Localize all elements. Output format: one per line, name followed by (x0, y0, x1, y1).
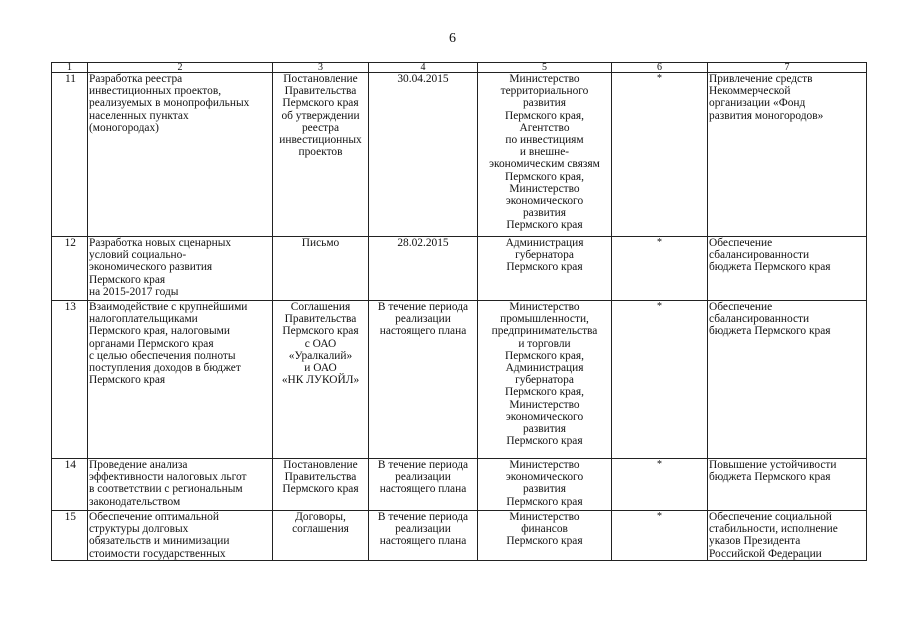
cell-line: настоящего плана (379, 535, 467, 548)
cell-line: экономического (505, 195, 584, 208)
deadline (369, 459, 478, 511)
responsible-executor (478, 237, 612, 301)
cell-line: Обеспечение оптимальной (89, 511, 219, 523)
cell-line: и ОАО (304, 362, 337, 375)
cell-line: Министерство (509, 398, 580, 411)
cell-line: Проведение анализа (89, 459, 188, 471)
measure-name (88, 73, 273, 237)
cell-line: экономического (505, 471, 584, 484)
column-number: 1 (52, 63, 88, 73)
column-number-row (52, 63, 867, 73)
deadline (369, 237, 478, 301)
deadline (369, 73, 478, 237)
cell-line: Министерство (509, 182, 580, 195)
cell-line: настоящего плана (379, 483, 467, 496)
cell-line: Пермского края (506, 219, 583, 232)
expected-result (708, 301, 867, 459)
cell-line: Пермского края, (504, 349, 585, 362)
cell-line: обязательств и минимизации (89, 535, 230, 548)
cell-line: указов Президента (709, 535, 801, 548)
document-type (273, 459, 369, 511)
cell-line: развития моногородов» (709, 109, 824, 122)
cell-line: Министерство (509, 459, 580, 471)
measure-name (88, 511, 273, 561)
cell-line: населенных пунктах (89, 109, 189, 122)
cell-line: Министерство (509, 301, 580, 313)
cell-line: Повышение устойчивости (709, 459, 837, 471)
cell-line: реализации (395, 471, 451, 484)
column-number: 5 (478, 63, 612, 73)
mark (612, 237, 708, 301)
cell-line: Пермского края, (504, 170, 585, 183)
cell-line: на 2015-2017 годы (89, 285, 179, 298)
cell-line: финансов (521, 523, 568, 536)
cell-line: Привлечение средств (709, 73, 813, 85)
cell-line: инвестиционных (279, 134, 362, 147)
cell-line: «Уралкалий» (288, 349, 353, 362)
table-row (52, 511, 867, 561)
cell-line: территориального (500, 85, 589, 98)
cell-line: развития (522, 483, 567, 496)
cell-line: развития (522, 207, 567, 220)
column-number: 7 (708, 63, 867, 73)
cell-line: эффективности налоговых льгот (89, 471, 247, 484)
column-number: 3 (273, 63, 369, 73)
cell-line: Пермского края (89, 374, 166, 387)
measure-name (88, 459, 273, 511)
cell-line: * (657, 301, 662, 312)
cell-line: стабильности, исполнение (709, 523, 838, 536)
cell-line: с ОАО (304, 337, 337, 350)
cell-line: * (657, 237, 662, 248)
column-number: 6 (612, 63, 708, 73)
cell-line: Правительства (284, 313, 357, 326)
table-row (52, 459, 867, 511)
cell-line: экономического (505, 410, 584, 423)
table-row (52, 73, 867, 237)
cell-line: Правительства (284, 471, 357, 484)
cell-line: бюджета Пермского края (709, 261, 831, 274)
cell-line: Разработка реестра (89, 73, 183, 85)
cell-line: Постановление (283, 459, 358, 471)
cell-line: (моногородах) (89, 121, 159, 134)
cell-line: В течение периода (377, 301, 469, 313)
mark (612, 73, 708, 237)
cell-line: В течение периода (377, 511, 469, 523)
cell-line: Пермского края (506, 435, 583, 448)
document-type (273, 511, 369, 561)
cell-line: бюджета Пермского края (709, 471, 831, 484)
cell-line: соглашения (292, 523, 349, 536)
column-number: 4 (369, 63, 478, 73)
deadline (369, 511, 478, 561)
cell-line: по инвестициям (505, 134, 584, 147)
action-plan-table (51, 62, 867, 561)
cell-line: 13 (64, 301, 76, 313)
cell-line: условий социально- (89, 249, 187, 262)
cell-line: развития (522, 97, 567, 110)
column-number: 2 (88, 63, 273, 73)
cell-line: органами Пермского края (89, 337, 214, 350)
cell-line: Министерство (509, 73, 580, 85)
cell-line: организации «Фонд (709, 97, 806, 110)
cell-line: Администрация (505, 362, 584, 375)
cell-line: Договоры, (295, 511, 346, 523)
cell-line: Пермского края, (504, 386, 585, 399)
cell-line: бюджета Пермского края (709, 325, 831, 338)
cell-line: губернатора (515, 249, 574, 262)
row-number (52, 73, 88, 237)
expected-result (708, 459, 867, 511)
cell-line: сбалансированности (709, 313, 810, 326)
table-row (52, 301, 867, 459)
cell-line: Постановление (283, 73, 358, 85)
cell-line: развития (522, 423, 567, 436)
cell-line: 30.04.2015 (397, 73, 449, 85)
cell-line: Обеспечение (709, 301, 773, 313)
cell-line: 14 (64, 459, 76, 471)
cell-line: реализации (395, 313, 451, 326)
cell-line: 15 (64, 511, 76, 523)
cell-line: В течение периода (377, 459, 469, 471)
responsible-executor (478, 301, 612, 459)
cell-line: Пермского края (506, 535, 583, 548)
cell-line: Агентство (519, 121, 570, 134)
cell-line: налогоплательщиками (89, 313, 198, 326)
cell-line: 12 (64, 237, 76, 249)
cell-line: Обеспечение социальной (709, 511, 832, 523)
document-type (273, 301, 369, 459)
cell-line: законодательством (89, 495, 181, 508)
cell-line: «НК ЛУКОЙЛ» (281, 374, 360, 387)
mark (612, 301, 708, 459)
responsible-executor (478, 511, 612, 561)
cell-line: поступления доходов в бюджет (89, 362, 241, 375)
cell-line: реализуемых в монопрофильных (89, 97, 250, 110)
measure-name (88, 301, 273, 459)
cell-line: * (657, 459, 662, 470)
cell-line: реестра (301, 121, 339, 134)
row-number (52, 237, 88, 301)
cell-line: экономического развития (89, 261, 213, 274)
cell-line: в соответствии с региональным (89, 483, 243, 496)
row-number (52, 301, 88, 459)
responsible-executor (478, 459, 612, 511)
document-type (273, 237, 369, 301)
mark (612, 459, 708, 511)
row-number (52, 511, 88, 561)
cell-line: Пермского края, налоговыми (89, 325, 230, 338)
cell-line: предпринимательства (491, 325, 598, 338)
cell-line: Пермского края (282, 325, 359, 338)
cell-line: Правительства (284, 85, 357, 98)
cell-line: * (657, 73, 662, 84)
cell-line: Пермского края, (504, 109, 585, 122)
cell-line: и внешне- (519, 146, 570, 159)
cell-line: и торговли (518, 337, 571, 350)
cell-line: Соглашения (290, 301, 351, 313)
cell-line: Разработка новых сценарных (89, 237, 232, 249)
cell-line: стоимости государственных (89, 547, 226, 560)
cell-line: * (657, 511, 662, 522)
cell-line: Пермского края (506, 261, 583, 274)
document-type (273, 73, 369, 237)
cell-line: Обеспечение (709, 237, 773, 249)
expected-result (708, 73, 867, 237)
expected-result (708, 237, 867, 301)
cell-line: проектов (298, 146, 343, 159)
cell-line: Администрация (505, 237, 584, 249)
row-number (52, 459, 88, 511)
cell-line: инвестиционных проектов, (89, 85, 222, 98)
cell-line: Пермского края (89, 273, 166, 286)
cell-line: реализации (395, 523, 451, 536)
cell-line: губернатора (515, 374, 574, 387)
measure-name (88, 237, 273, 301)
cell-line: Министерство (509, 511, 580, 523)
cell-line: 28.02.2015 (397, 237, 449, 249)
page-number: 6 (449, 31, 456, 46)
cell-line: Письмо (301, 237, 340, 249)
expected-result (708, 511, 867, 561)
table-row (52, 237, 867, 301)
cell-line: с целью обеспечения полноты (89, 349, 236, 362)
cell-line: Пермского края (282, 483, 359, 496)
cell-line: настоящего плана (379, 325, 467, 338)
deadline (369, 301, 478, 459)
cell-line: промышленности, (500, 313, 589, 326)
cell-line: Некоммерческой (709, 85, 791, 98)
cell-line: 11 (65, 73, 76, 85)
cell-line: структуры долговых (89, 523, 189, 536)
cell-line: Взаимодействие с крупнейшими (89, 301, 248, 313)
cell-line: экономическим связям (489, 158, 600, 171)
cell-line: об утверждении (281, 109, 360, 122)
mark (612, 511, 708, 561)
cell-line: Пермского края (282, 97, 359, 110)
cell-line: Российской Федерации (709, 547, 822, 560)
cell-line: Пермского края (506, 495, 583, 508)
cell-line: сбалансированности (709, 249, 810, 262)
responsible-executor (478, 73, 612, 237)
